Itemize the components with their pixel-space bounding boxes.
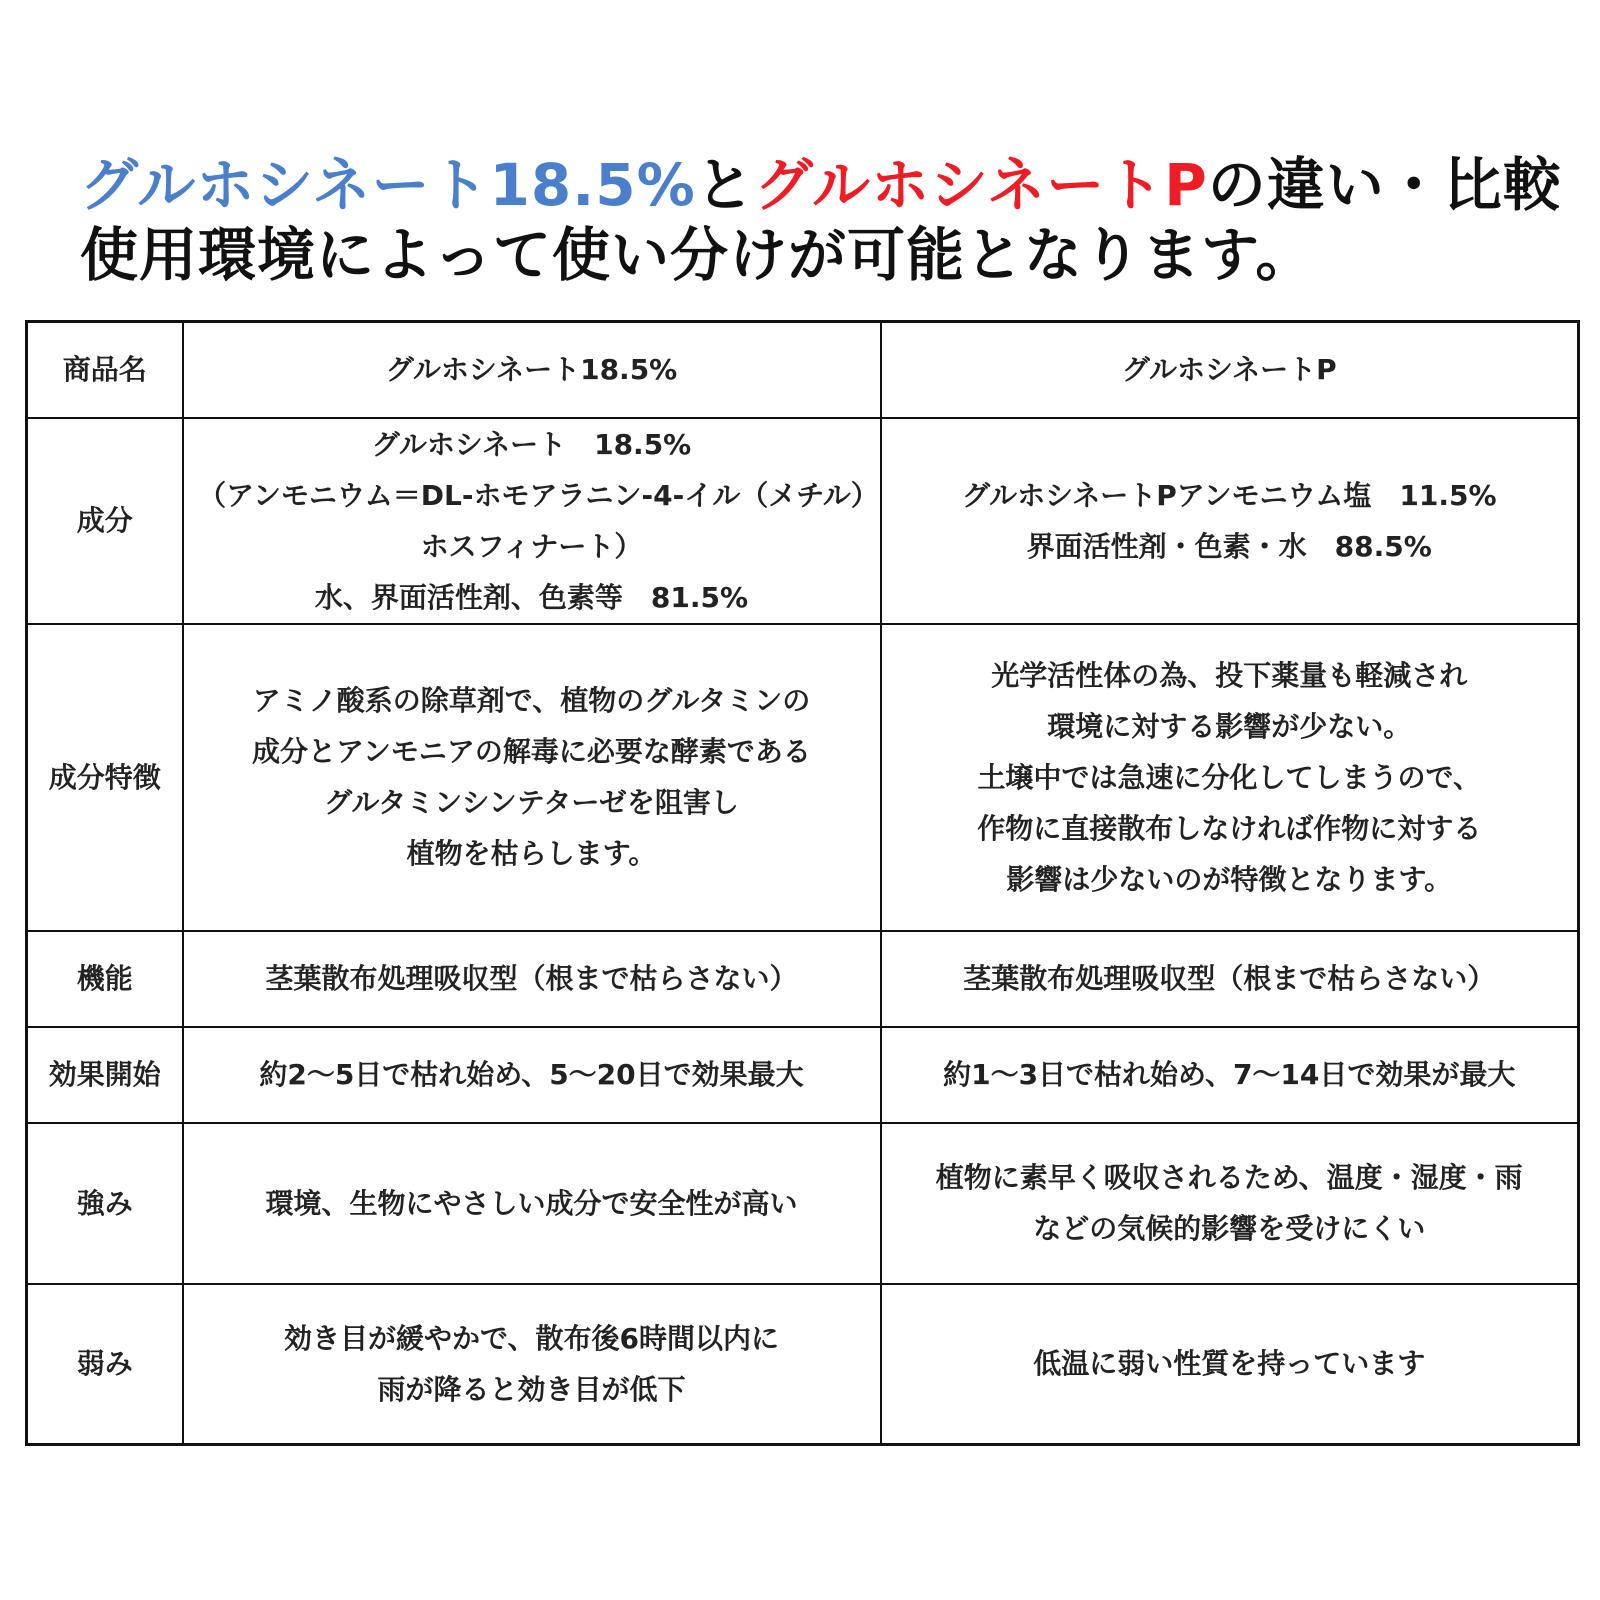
onset-b: 約1～3日で枯れ始め、7～14日で効果が最大 [881,1027,1579,1123]
composition-b-line: グルホシネートPアンモニウム塩 11.5% [961,478,1497,512]
function-b: 茎葉散布処理吸収型（根まで枯らさない） [881,931,1579,1027]
features-a-line: アミノ酸系の除草剤で、植物のグルタミンの [252,684,811,717]
weakness-a-line: 効き目が緩やかで、散布後6時間以内に [284,1321,779,1355]
table-row-weakness [27,1284,1579,1445]
weakness-a [183,1284,881,1445]
strength-b [881,1123,1579,1284]
strength-b-line: などの気候的影響を受けにくい [1033,1212,1426,1245]
features-b [881,624,1579,931]
features-a [183,624,881,931]
features-b-line: 環境に対する影響が少ない。 [1047,709,1412,743]
header-product-b: グルホシネートP [881,322,1579,418]
heading-product-b: グルホシネートP [754,151,1208,219]
row-label-composition: 成分 [27,418,183,624]
header-product-a: グルホシネート18.5% [183,322,881,418]
features-a-line: グルタミンシンテターゼを阻害し [324,786,739,819]
composition-b [881,418,1579,624]
table-row-strength [27,1123,1579,1284]
heading-line-1 [80,150,1562,220]
features-b-line: 影響は少ないのが特徴となります。 [1006,862,1453,896]
comparison-table [25,320,1580,1446]
features-b-line: 作物に直接散布しなければ作物に対する [977,811,1482,845]
features-a-line: 植物を枯らします。 [406,837,657,870]
table-row-function [27,931,1579,1027]
composition-b-line: 界面活性剤・色素・水 88.5% [1026,529,1432,563]
heading-suffix: の違い・比較 [1207,151,1562,219]
row-label-onset: 効果開始 [27,1027,183,1123]
heading-conjunction: と [695,151,755,219]
weakness-a-line: 雨が降ると効き目が低下 [377,1372,686,1406]
function-a: 茎葉散布処理吸収型（根まで枯らさない） [183,931,881,1027]
composition-a-line: グルホシネート 18.5% [371,427,692,461]
composition-a [183,418,881,624]
strength-a: 環境、生物にやさしい成分で安全性が高い [183,1123,881,1284]
table-row-features [27,624,1579,931]
heading-line-2: 使用環境によって使い分けが可能となります。 [80,221,1315,289]
features-b-line: 土壌中では急速に分化してしまうので、 [977,760,1481,794]
row-label-function: 機能 [27,931,183,1027]
table-row-onset [27,1027,1579,1123]
row-label-weakness: 弱み [27,1284,183,1445]
composition-a-line: （アンモニウム＝DL-ホモアラニン-4-イル（メチル）ホスフィナート） [198,478,865,563]
weakness-b: 低温に弱い性質を持っています [881,1284,1579,1445]
features-a-line: 成分とアンモニアの解毒に必要な酵素である [252,735,811,768]
heading-product-a: グルホシネート18.5% [80,151,696,219]
table-row-composition [27,418,1579,624]
strength-b-line: 植物に素早く吸収されるため、温度・湿度・雨 [935,1161,1523,1194]
row-label-product-name: 商品名 [27,322,183,418]
row-label-features: 成分特徴 [27,624,183,931]
composition-a-line: 水、界面活性剤、色素等 81.5% [314,580,749,614]
onset-a: 約2～5日で枯れ始め、5～20日で効果最大 [183,1027,881,1123]
features-b-line: 光学活性体の為、投下薬量も軽減され [991,658,1468,692]
page-heading [80,150,1562,290]
row-label-strength: 強み [27,1123,183,1284]
table-row-product-name [27,322,1579,418]
